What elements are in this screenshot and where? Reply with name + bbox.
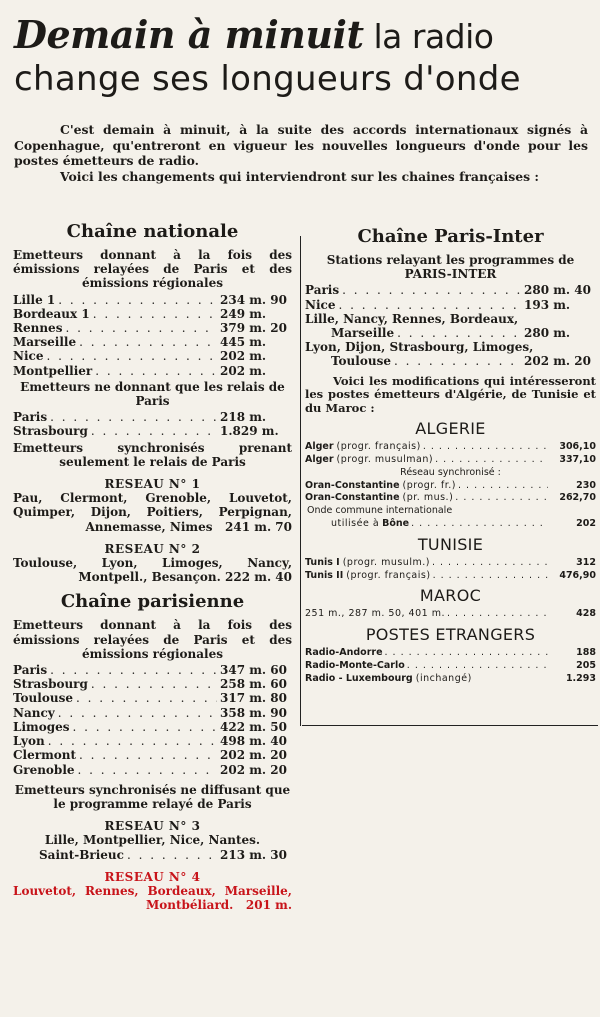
list-item: Radio-Monte-Carlo . . . 205	[305, 660, 596, 673]
left-column	[13, 218, 292, 912]
maroc-list	[305, 608, 596, 621]
reseau-1-title: RESEAU N° 1	[104, 477, 201, 492]
list-item: Toulouse . . . 202 m. 20	[305, 354, 596, 368]
paris-inter-group-2: Lyon, Dijon, Strasbourg, Limoges,	[305, 340, 534, 355]
list-item: Nice . . . 193 m.	[305, 298, 596, 312]
list-item: Paris . . . 218 m.	[13, 410, 292, 424]
column-divider	[300, 236, 301, 726]
reseau-2-value: 222 m. 40	[225, 570, 292, 585]
list-item: Lyon . . . 498 m. 40	[13, 734, 292, 748]
reseau-2-text: Toulouse, Lyon, Limoges, Nancy, Montpell., Besançon. 222 m. 40	[13, 556, 292, 585]
reseau-1-text: Pau, Clermont, Grenoble, Louvetot, Quimper, Dijon, Poitiers, Perpignan, Annemasse, Nimes 241 m. 70	[13, 491, 292, 534]
list-item: Radio - Luxembourg (inchangé) 1.293	[305, 672, 596, 684]
list-item: Oran-Constantine (pr. mus.) . . . 262,70	[305, 492, 596, 505]
nationale-description-3: Emetteurs synchronisés prenant seulement le relais de Paris	[13, 440, 292, 469]
nationale-description-2: Emetteurs ne donnant que les relais de Paris	[20, 379, 285, 409]
nationale-description-1: Emetteurs donnant à la fois des émissions relayées de Paris et des émissions régionales	[13, 248, 292, 291]
parisienne-list	[13, 663, 292, 777]
chaine-nationale-title: Chaîne nationale	[66, 221, 239, 242]
list-item: Limoges . . . 422 m. 50	[13, 720, 292, 734]
algerie-title: ALGERIE	[415, 419, 486, 439]
postes-etrangers-list	[305, 647, 596, 685]
list-item: Saint-Brieuc . . . 213 m. 30	[13, 848, 292, 862]
list-item: Paris . . . 280 m. 40	[305, 283, 596, 297]
list-item: Strasbourg . . . 258 m. 60	[13, 677, 292, 691]
list-item: Toulouse . . . 317 m. 80	[13, 691, 292, 705]
list-item: Tunis II (progr. français) . . . 476,90	[305, 570, 596, 583]
headline-bold: Demain à minuit	[14, 12, 364, 57]
headline-light: la radio	[363, 17, 494, 56]
paris-inter-group-1: Lille, Nancy, Rennes, Bordeaux,	[305, 311, 519, 326]
paris-inter-description: Stations relayant les programmes de PARIS-INTER	[326, 253, 575, 282]
headline-line-2: change ses longueurs d'onde	[14, 59, 521, 99]
list-item: Marseille . . . 445 m.	[13, 335, 292, 349]
tunisie-list	[305, 557, 596, 583]
list-item: Clermont . . . 202 m. 20	[13, 748, 292, 762]
list-item: Radio-Andorre . . . 188	[305, 647, 596, 660]
postes-etrangers-title: POSTES ETRANGERS	[365, 625, 536, 645]
reseau-4-value: 201 m.	[245, 898, 292, 913]
list-item: Alger (progr. français) . . . 306,10	[305, 441, 596, 454]
bottom-rule	[302, 725, 598, 726]
nationale-list-2	[13, 410, 292, 438]
list-item: Bordeaux 1 . . . 249 m.	[13, 307, 292, 321]
reseau-2-title: RESEAU N° 2	[104, 541, 201, 556]
reseau-3-title: RESEAU N° 3	[104, 819, 201, 834]
reseau-4-text: Louvetot, Rennes, Bordeaux, Marseille, Montbéliard. 201 m.	[13, 883, 292, 913]
list-item: Tunis I (progr. musulm.) . . . 312	[305, 557, 596, 570]
list-item: utilisée à Bône . . . 202	[305, 518, 596, 531]
reseau-1-value: 241 m. 70	[225, 519, 292, 534]
list-item: Strasbourg . . . 1.829 m.	[13, 424, 292, 438]
list-item: Oran-Constantine (progr. fr.) . . . 230	[305, 480, 596, 493]
list-item: Paris . . . 347 m. 60	[13, 663, 292, 677]
headline-line-1	[14, 14, 594, 58]
intro-paragraph-1: C'est demain à minuit, à la suite des accords internationaux signés à Copenhague, qu'entreront en vigueur les nouvelles longueurs d'onde pour les postes émetteurs de radio.	[14, 122, 588, 168]
list-item: Rennes . . . 379 m. 20	[13, 321, 292, 335]
algerie-list	[305, 441, 596, 531]
list-item: Nancy . . . 358 m. 90	[13, 706, 292, 720]
algerie-reseau-note: Réseau synchronisé :	[400, 466, 501, 478]
parisienne-description-1: Emetteurs donnant à la fois des émissions relayées de Paris et des émissions régionales	[13, 618, 292, 661]
list-item: Grenoble . . . 202 m. 20	[13, 763, 292, 777]
list-item: Montpellier . . . 202 m.	[13, 364, 292, 378]
algerie-onde-commune: Onde commune internationale	[307, 505, 453, 517]
chaine-parisienne-title: Chaîne parisienne	[60, 591, 245, 613]
list-item: Marseille . . . 280 m.	[305, 326, 596, 340]
intro-paragraph-2: Voici les changements qui interviendront sur les chaines françaises :	[60, 168, 539, 184]
headline	[14, 14, 594, 100]
nationale-list-1	[13, 293, 292, 378]
chaine-paris-inter-title: Chaîne Paris-Inter	[357, 226, 544, 247]
maroc-title: MAROC	[419, 586, 482, 606]
list-item: Nice . . . 202 m.	[13, 349, 292, 363]
list-item: Lille 1 . . . 234 m. 90	[13, 293, 292, 307]
intro	[14, 122, 588, 184]
right-column	[305, 223, 596, 685]
parisienne-description-2: Emetteurs synchronisés ne diffusant que le programme relayé de Paris	[14, 782, 291, 811]
paris-inter-modifications: Voici les modifications qui intéresseront les postes émetteurs d'Algérie, de Tunisie et du Maroc :	[305, 373, 596, 415]
tunisie-title: TUNISIE	[417, 534, 484, 554]
reseau-4-title: RESEAU N° 4	[104, 869, 201, 884]
list-item: Alger (progr. musulman) . . . 337,10	[305, 454, 596, 467]
list-item: 251 m., 287 m. 50, 401 m. . . . 428	[305, 608, 596, 621]
reseau-3-text: Lille, Montpellier, Nice, Nantes.	[44, 833, 261, 848]
